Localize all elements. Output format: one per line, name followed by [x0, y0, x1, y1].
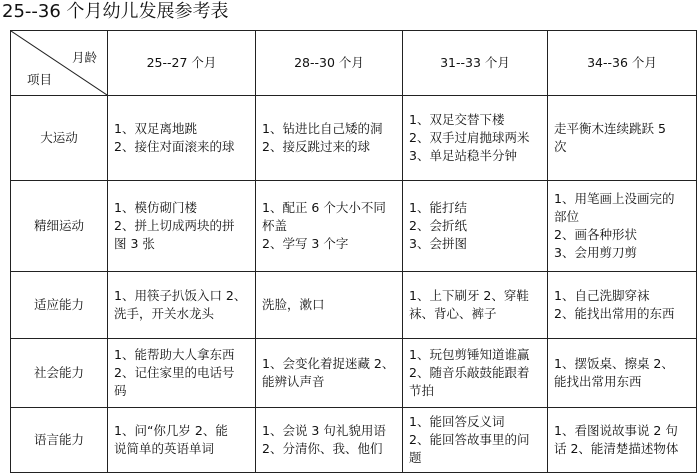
row-header: 语言能力: [11, 408, 108, 473]
cell-line: 1、能帮助大人拿东西: [114, 347, 235, 362]
table-row: [11, 339, 697, 408]
cell-line: 题: [409, 450, 422, 465]
cell-line: 1、双足离地跳: [114, 121, 197, 136]
table-cell: [108, 272, 256, 339]
cell-line: 走平衡木连续跳跃 5: [554, 121, 666, 136]
cell-line: 1、自己洗脚穿袜: [554, 288, 650, 303]
row-header: 大运动: [11, 96, 108, 181]
cell-line: 1、能打结: [409, 200, 467, 215]
table-cell: [256, 181, 403, 272]
table-cell: [403, 272, 548, 339]
table-cell: [403, 339, 548, 408]
cell-line: 能辨认声音: [262, 374, 325, 389]
cell-line: 2、随音乐敲鼓能跟着: [409, 365, 530, 380]
table-cell: [403, 181, 548, 272]
cell-line: 1、摆饭桌、擦桌 2、: [554, 356, 674, 371]
cell-line: 1、看图说故事说 2 句: [554, 423, 678, 438]
cell-line: 话 2、能清楚描述物体: [554, 441, 679, 456]
cell-line: 3、会用剪刀剪: [554, 245, 637, 260]
table-cell: [403, 408, 548, 473]
table-row: [11, 96, 697, 181]
corner-item-label: 项目: [27, 72, 53, 87]
corner-age-label: 月龄: [71, 50, 97, 65]
table-cell: [548, 272, 697, 339]
cell-line: 1、会说 3 句礼貌用语: [262, 423, 386, 438]
cell-line: 2、记住家里的电话号: [114, 365, 235, 380]
table-cell: [108, 181, 256, 272]
table-cell: [256, 96, 403, 181]
cell-line: 1、用筷子扒饭入口 2、: [114, 288, 247, 303]
cell-line: 能找出常用东西: [554, 374, 642, 389]
cell-line: 1、用笔画上没画完的: [554, 191, 675, 206]
cell-line: 1、钻进比自己矮的洞: [262, 121, 383, 136]
column-header: 28--30 个月: [256, 31, 403, 96]
table-row: [11, 408, 697, 473]
development-table: [10, 30, 697, 473]
column-header: 31--33 个月: [403, 31, 548, 96]
cell-line: 说简单的英语单词: [114, 441, 215, 456]
table-cell: [548, 408, 697, 473]
cell-line: 袜、背心、裤子: [409, 306, 497, 321]
page-title: 25--36 个月幼儿发展参考表: [2, 1, 229, 22]
cell-line: 码: [114, 383, 127, 398]
table-cell: [256, 272, 403, 339]
table-cell: [403, 96, 548, 181]
cell-line: 2、分清你、我、他们: [262, 441, 383, 456]
cell-line: 1、上下刷牙 2、穿鞋: [409, 288, 529, 303]
cell-line: 1、问“你几岁 2、能: [114, 423, 228, 438]
table-cell: [108, 339, 256, 408]
table-row: [11, 272, 697, 339]
header-row: [11, 31, 697, 96]
cell-line: 3、会拼图: [409, 236, 467, 251]
cell-line: 1、模仿砌门楼: [114, 200, 197, 215]
row-header: 社会能力: [11, 339, 108, 408]
cell-line: 2、拼上切成两块的拼: [114, 218, 235, 233]
table-cell: [256, 408, 403, 473]
cell-line: 2、能回答故事里的问: [409, 432, 530, 447]
cell-line: 2、能找出常用的东西: [554, 306, 675, 321]
cell-line: 1、玩包剪锤知道谁赢: [409, 347, 530, 362]
cell-line: 2、双手过肩抛球两米: [409, 130, 530, 145]
table-cell: [108, 96, 256, 181]
corner-header-cell: [11, 31, 108, 96]
cell-line: 1、能回答反义词: [409, 414, 505, 429]
table-cell: [108, 408, 256, 473]
cell-line: 洗脸，漱口: [262, 297, 325, 312]
cell-line: 2、接反跳过来的球: [262, 139, 370, 154]
cell-line: 3、单足站稳半分钟: [409, 148, 517, 163]
row-header: 适应能力: [11, 272, 108, 339]
table-cell: [256, 339, 403, 408]
row-header: 精细运动: [11, 181, 108, 272]
cell-line: 2、接住对面滚来的球: [114, 139, 235, 154]
cell-line: 2、画各种形状: [554, 227, 637, 242]
table-row: [11, 181, 697, 272]
cell-line: 部位: [554, 209, 580, 224]
cell-line: 1、配正 6 个大小不同: [262, 200, 386, 215]
column-header: 34--36 个月: [548, 31, 697, 96]
cell-line: 图 3 张: [114, 236, 155, 251]
column-header: 25--27 个月: [108, 31, 256, 96]
table-cell: [548, 181, 697, 272]
table-cell: [548, 339, 697, 408]
cell-line: 1、双足交替下楼: [409, 112, 505, 127]
cell-line: 2、学写 3 个字: [262, 236, 349, 251]
table-cell: [548, 96, 697, 181]
cell-line: 次: [554, 139, 567, 154]
cell-line: 杯盖: [262, 218, 288, 233]
cell-line: 1、会变化着捉迷藏 2、: [262, 356, 395, 371]
cell-line: 洗手，开关水龙头: [114, 306, 215, 321]
cell-line: 节拍: [409, 383, 435, 398]
cell-line: 2、会折纸: [409, 218, 467, 233]
